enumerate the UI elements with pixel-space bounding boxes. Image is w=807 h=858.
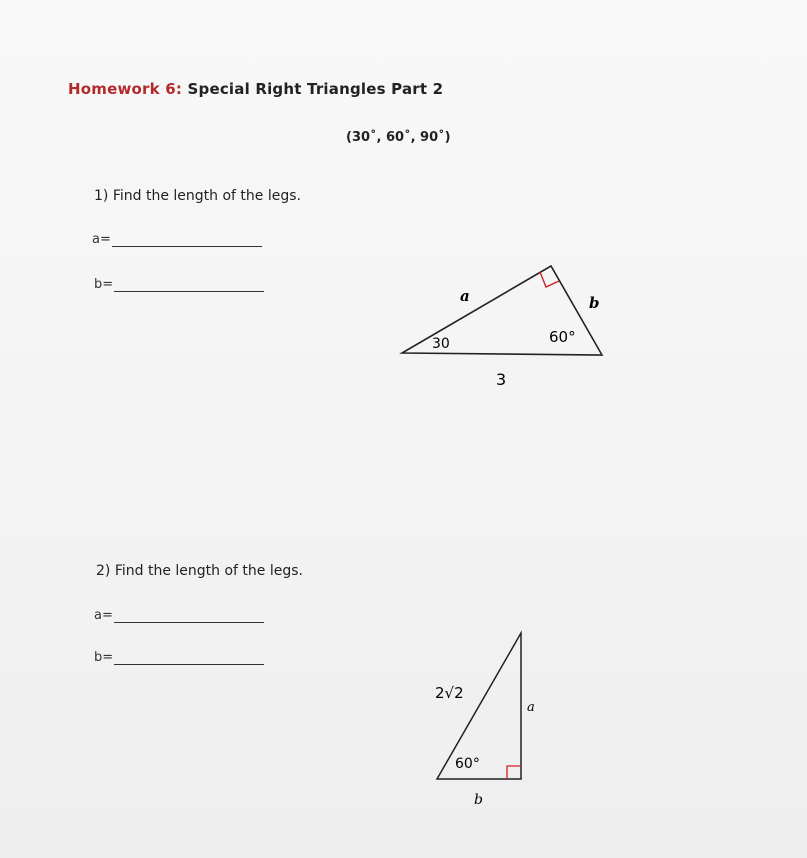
title-separator: : — [175, 80, 183, 98]
answer-a-label: a= — [92, 232, 111, 247]
problem-2-question: 2) Find the length of the legs. — [96, 563, 303, 579]
right-angle-marker — [507, 766, 521, 779]
homework-label: Homework 6 — [68, 80, 176, 98]
homework-topic: Special Right Triangles Part 2 — [187, 80, 444, 98]
angle-set-subtitle: (30˚, 60˚, 90˚) — [346, 130, 451, 145]
triangle-1 — [402, 266, 602, 389]
triangle-1-angle-30-label: 30 — [432, 336, 450, 352]
triangle-2-angle-60-label: 60° — [455, 756, 480, 772]
triangle-1-angle-60-label: 60° — [549, 328, 576, 346]
triangle-2-side-b-label: b — [474, 792, 483, 808]
triangle-2 — [435, 633, 535, 808]
answer-b-label: b= — [94, 650, 114, 665]
answer-b-label: b= — [94, 277, 114, 292]
triangle-1-side-a-label: a — [460, 287, 470, 305]
triangle-1-side-b-label: b — [589, 294, 600, 312]
triangle-2-hypotenuse-label: 2√2 — [435, 684, 464, 702]
answer-a-label: a= — [94, 608, 113, 623]
triangle-1-hypotenuse-label: 3 — [496, 370, 507, 389]
triangle-2-side-a-label: a — [527, 700, 535, 715]
problem-1-question: 1) Find the length of the legs. — [94, 188, 301, 204]
